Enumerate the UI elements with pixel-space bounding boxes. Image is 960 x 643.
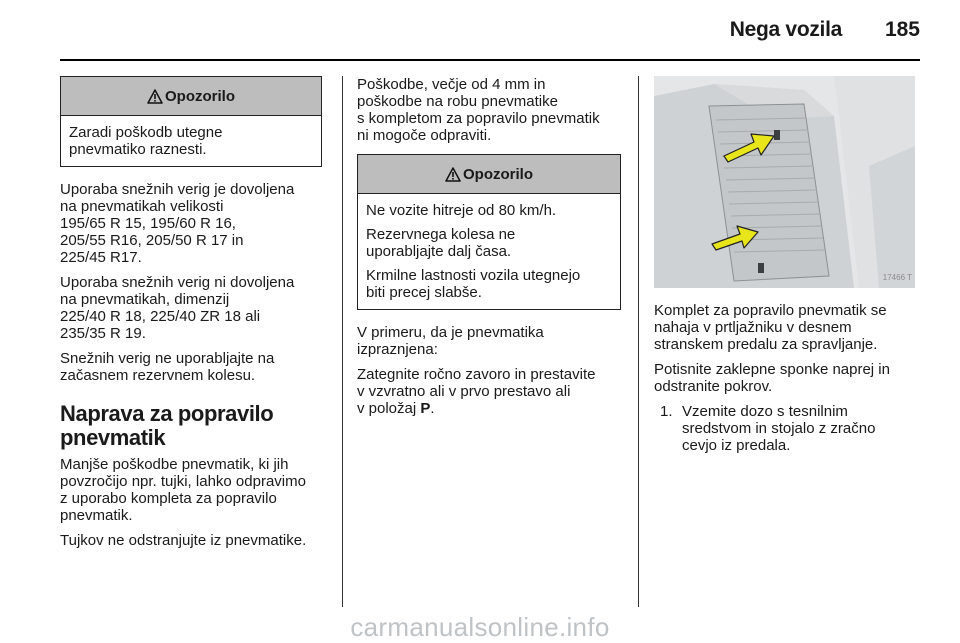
warning-box-body <box>358 194 620 309</box>
column-divider-2 <box>638 76 639 607</box>
paragraph-snow-chains-not-allowed: Uporaba snežnih verig ni dovoljena na pnevmatikah, dimenzij 225/40 R 18, 225/40 ZR 18 ali 235/35 R 19. <box>60 274 295 342</box>
figure-label: 17466 T <box>882 273 912 282</box>
watermark: carmanualsonline.info <box>350 612 610 642</box>
paragraph-apply-brake <box>357 366 627 417</box>
header-divider <box>60 59 920 61</box>
column-1 <box>60 76 328 557</box>
warning-box-2 <box>357 154 621 310</box>
section-heading: Naprava za popravilo pnevmatik <box>60 401 274 450</box>
warning-title: Opozorilo <box>165 87 235 105</box>
trunk-compartment-illustration <box>654 76 915 288</box>
warning-spare-duration: Rezervnega kolesa ne uporabljajte dalj časa. <box>366 226 516 260</box>
column-divider-1 <box>342 76 343 607</box>
warning-box-1 <box>60 76 322 167</box>
paragraph-minor-damage: Manjše poškodbe pnevmatik, ki jih povzročijo npr. tujki, lahko odpravimo z uporabo kompleta za popravilo pnevmatik. <box>60 456 306 524</box>
header-section-title: Nega vozila <box>729 18 842 41</box>
paragraph-kit-location: Komplet za popravilo pnevmatik se nahaja v prtljažniku v desnem stranskem predalu za spravljanje. <box>654 302 887 353</box>
warning-box-header <box>358 155 620 194</box>
brake-instruction-end: . <box>430 400 435 417</box>
warning-box-body <box>61 116 321 166</box>
warning-speed-limit: Ne vozite hitreje od 80 km/h. <box>366 202 557 219</box>
warning-triangle-icon <box>445 167 461 182</box>
paragraph-remove-cover: Potisnite zaklepne sponke naprej in odstranite pokrov. <box>654 361 890 395</box>
warning-handling: Krmilne lastnosti vozila utegnejo biti precej slabše. <box>366 267 581 301</box>
paragraph-foreign-objects: Tujkov ne odstranjujte iz pnevmatike. <box>60 532 307 549</box>
warning-text: Zaradi poškodb utegne pnevmatiko raznesti. <box>69 124 223 158</box>
paragraph-spare-wheel: Snežnih verig ne uporabljajte na začasnem rezervnem kolesu. <box>60 350 275 384</box>
trunk-illustration-drawing <box>654 76 915 288</box>
page-number: 185 <box>884 18 920 41</box>
gear-position-p: P <box>420 400 431 417</box>
warning-triangle-icon <box>147 89 163 104</box>
list-item <box>660 403 920 454</box>
brake-instruction-text: Zategnite ročno zavoro in prestavite v vzvratno ali v prvo prestavo ali v položaj <box>357 366 596 417</box>
paragraph-damage-limits: Poškodbe, večje od 4 mm in poškodbe na robu pnevmatike s kompletom za popravilo pnevmatik ni mogoče odpraviti. <box>357 76 600 144</box>
column-2 <box>357 76 627 425</box>
warning-box-header <box>61 77 321 116</box>
paragraph-snow-chains-allowed: Uporaba snežnih verig je dovoljena na pnevmatikah velikosti 195/65 R 15, 195/60 R 16, 205/55 R16, 205/50 R 17 in 225/45 R17. <box>60 181 295 266</box>
paragraph-if-deflated: V primeru, da je pnevmatika izpraznjena: <box>357 324 544 358</box>
warning-title: Opozorilo <box>463 165 533 183</box>
column-3 <box>654 76 920 454</box>
list-item-number: 1. <box>660 403 673 420</box>
list-item-text: Vzemite dozo s tesnilnim sredstvom in stojalo z zračno cevjo iz predala. <box>682 403 876 454</box>
